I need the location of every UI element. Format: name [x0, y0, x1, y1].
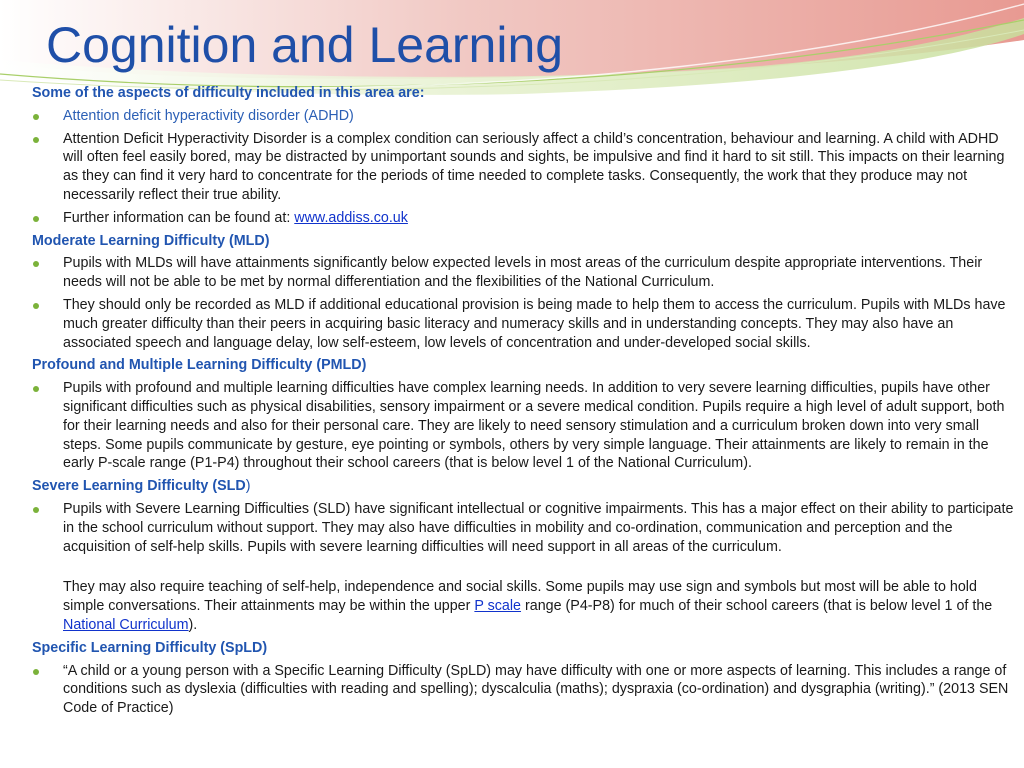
list-item-adhd-label: Attention deficit hyperactivity disorder (ADHD) — [32, 107, 1017, 126]
bullet-icon — [33, 114, 39, 120]
bullet-icon — [33, 507, 39, 513]
list-item-mld-1: Pupils with MLDs will have attainments significantly below expected levels in most areas of the curriculum despite appropriate interventions. Their needs will not be able to be met by normal differentiation and the flexibilities of the National Curriculum. — [32, 254, 1017, 292]
bullet-icon — [33, 386, 39, 392]
list-item-mld-2: They should only be recorded as MLD if additional educational provision is being made to help them to access the curriculum. Pupils with MLDs have much greater difficulty than their peers in acquiring basic literacy and numeracy skills and in understanding concepts. They may also have an associated speech and language delay, low self-esteem, low levels of concentration and under-developed social skills. — [32, 296, 1017, 352]
bullet-icon — [33, 261, 39, 267]
heading-mld: Moderate Learning Difficulty (MLD) — [32, 232, 270, 249]
heading-spld: Specific Learning Difficulty (SpLD) — [32, 639, 268, 656]
list-item-adhd-info: Further information can be found at: www.addiss.co.uk — [32, 209, 1017, 228]
page-title: Cognition and Learning — [46, 17, 564, 73]
heading-pmld: Profound and Multiple Learning Difficulty (PMLD) — [32, 357, 367, 374]
bullet-icon — [33, 137, 39, 143]
addiss-link[interactable]: www.addiss.co.uk — [294, 209, 408, 226]
intro-text: Some of the aspects of difficulty included in this area are: — [32, 85, 425, 101]
bullet-icon — [33, 669, 39, 675]
list-item-adhd-text: Attention Deficit Hyperactivity Disorder is a complex condition can seriously affect a child’s concentration, behaviour and learning. A child with ADHD will often feel easily bored, may be distracted by unimportant sounds and sights, be impulsive and find it hard to sit still. This impacts on their learning as they can find it very hard to concentrate for the periods of time needed to complete tasks. Consequently, the work that they produce may not necessarily reflect their true ability. — [32, 130, 1017, 205]
heading-sld: Severe Learning Difficulty (SLD) — [32, 478, 251, 495]
list-item-sld-1: Pupils with Severe Learning Difficulties (SLD) have significant intellectual or cognitive impairments. This has a major effect on their ability to participate in the school curriculum without support. They may also have difficulties in mobility and co-ordination, communication and perception and the acquisition of self-help skills. Pupils with severe learning difficulties will need support in all areas of the curriculum. — [32, 500, 1017, 556]
bullet-icon — [33, 303, 39, 309]
sld-continuation: They may also require teaching of self-help, independence and social skills. Some pupils may use sign and symbols but most will be able to hold simple conversations. Their attainments may be within the upper P scale range (P4-P8) for much of their school careers (that is below level 1 of the National Curriculum). — [63, 579, 993, 633]
p-scale-link[interactable]: P scale — [474, 598, 522, 615]
paragraph-spacer — [32, 560, 1017, 578]
content-body — [32, 84, 1017, 722]
national-curriculum-link[interactable]: National Curriculum — [63, 616, 189, 633]
bullet-icon — [33, 216, 39, 222]
list-item-spld-1: “A child or a young person with a Specific Learning Difficulty (SpLD) may have difficulty with one or more aspects of learning. This includes a range of conditions such as dyslexia (difficulties with reading and spelling); dyscalculia (maths); dyspraxia (co-ordination) and dysgraphia (writing).” (2013 SEN Code of Practice) — [32, 662, 1017, 718]
list-item-pmld-1: Pupils with profound and multiple learning difficulties have complex learning needs. In addition to very severe learning difficulties, pupils have other significant difficulties such as physical disabilities, sensory impairment or a severe medical condition. Pupils require a high level of adult support, both for their learning needs and also for their personal care. They are likely to need sensory stimulation and a curriculum broken down into very small steps. Some pupils communicate by gesture, eye pointing or symbols, others by very simple language. Their attainments are likely to remain in the early P-scale range (P1-P4) throughout their school careers (that is below level 1 of the National Curriculum). — [32, 379, 1017, 473]
